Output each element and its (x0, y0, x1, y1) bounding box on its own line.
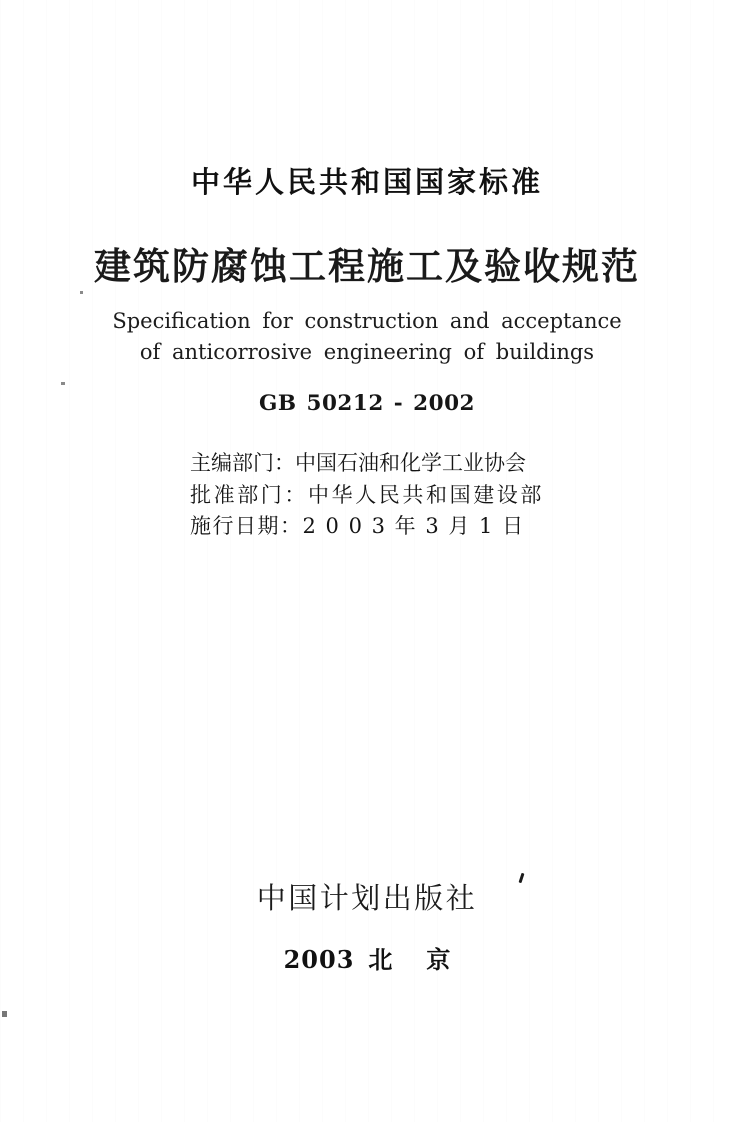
edition-year: 2003 (283, 945, 355, 974)
implementation-date-line: 施行日期：2 0 0 3 年 3 月 1 日 (190, 514, 525, 538)
edition-city-second-char: 京 (426, 945, 451, 974)
scan-speck (2, 1011, 7, 1017)
edition-city-first-char: 北 (368, 945, 393, 974)
document-title: 建筑防腐蚀工程施工及验收规范 (94, 244, 640, 288)
scan-speck (80, 291, 83, 294)
standard-number: GB 50212 - 2002 (258, 391, 476, 416)
approval-department-line: 批准部门：中华人民共和国建设部 (190, 482, 544, 507)
publication-info-inner (190, 448, 544, 543)
english-title-line1: Specification for construction and acceptance (112, 309, 622, 333)
publisher-name: 中国计划出版社 (256, 881, 478, 915)
scan-speck (61, 382, 65, 385)
chief-editing-department-line: 主编部门：中国石油和化学工业协会 (190, 451, 526, 475)
edition-line (0, 940, 734, 975)
national-standard-heading: 中华人民共和国国家标准 (190, 165, 543, 199)
publication-info-block (0, 448, 734, 543)
english-title-line2: of anticorrosive engineering of buildings (139, 340, 595, 364)
